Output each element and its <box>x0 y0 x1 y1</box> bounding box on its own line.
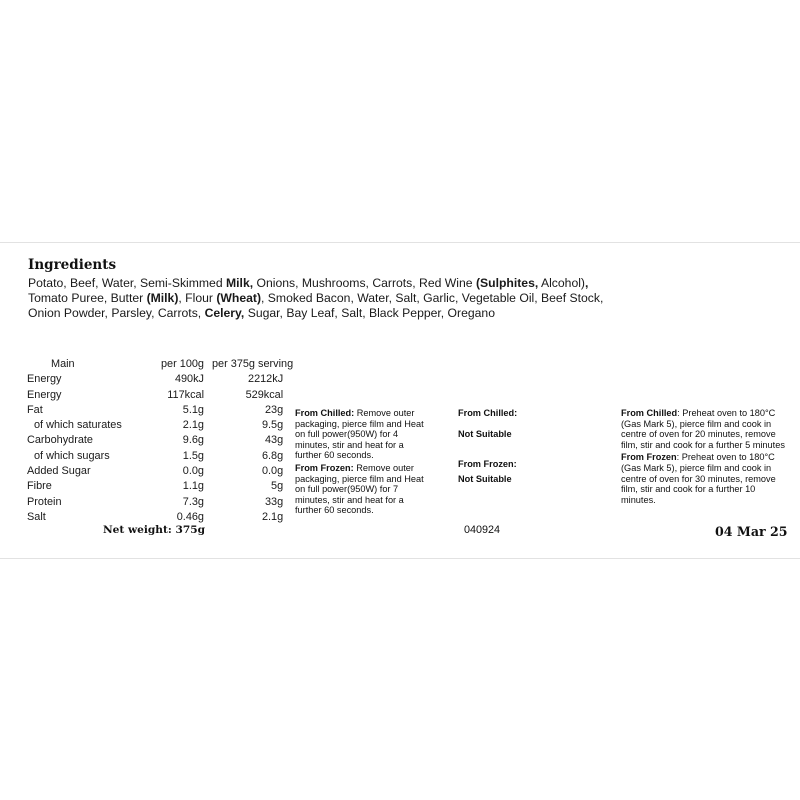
per-100g-value: 5.1g <box>182 403 204 416</box>
per-serving-value: 529kcal <box>245 388 284 401</box>
per-serving-value: 23g <box>264 403 284 416</box>
nutrition-header-serving: per 375g serving <box>212 358 294 370</box>
per-serving-value: 33g <box>264 495 284 508</box>
per-100g-value: 2.1g <box>182 419 204 432</box>
ingredient-text: Alcohol) <box>538 276 585 290</box>
per-100g-value: 7.3g <box>182 495 204 508</box>
per-serving-value: 43g <box>264 434 284 447</box>
per-100g-value: 0.0g <box>182 465 204 478</box>
oven-chilled <box>621 408 786 450</box>
nutrient-label: Energy <box>27 388 62 401</box>
allergen-text: Celery, <box>204 305 245 320</box>
microwave-frozen-label: From Frozen: <box>295 462 354 473</box>
nutrition-row <box>27 388 293 403</box>
ingredients-list <box>28 276 628 320</box>
nutrition-row <box>27 479 293 494</box>
per-serving-value: 2.1g <box>261 510 284 523</box>
microwave-frozen-text: Remove outer packaging, pierce film and Heat on full power(950W) for 7 minutes, stir and heat for a further 60 seconds. <box>295 462 424 516</box>
nutrient-label: Carbohydrate <box>27 434 93 447</box>
nutrient-label: of which sugars <box>34 449 110 462</box>
nutrient-label: Fat <box>27 403 43 416</box>
per-100g-value: 1.1g <box>182 480 204 493</box>
ingredient-text: Potato, Beef, Water, Semi-Skimmed <box>28 276 227 290</box>
nutrient-label: Fibre <box>27 480 52 493</box>
nutrition-row <box>27 449 293 464</box>
microwave-chilled <box>295 408 430 461</box>
oven-instructions <box>621 408 786 507</box>
allergen-text: , <box>585 276 589 290</box>
ingredient-text: , Smoked Bacon, Water, Salt, Garlic, Vegetable Oil, Beef Stock, Onion Powder, Parsley, Carrots, <box>28 290 604 320</box>
net-weight: Net weight: 375g <box>103 524 206 536</box>
batch-code: 040924 <box>464 524 501 536</box>
nutrition-header-per100: per 100g <box>161 358 204 370</box>
per-100g-value: 9.6g <box>182 434 204 447</box>
per-serving-value: 9.5g <box>261 419 284 432</box>
per-100g-value: 0.46g <box>176 510 204 523</box>
ingredient-text: , Flour <box>178 290 217 305</box>
nutrition-row <box>27 418 293 433</box>
per-serving-value: 0.0g <box>261 465 284 478</box>
ingredient-text: Tomato Puree, Butter <box>28 290 147 305</box>
nutrition-row <box>27 372 293 387</box>
microwave-frozen <box>295 463 430 516</box>
allergen-text: Milk, <box>226 276 254 290</box>
nutrition-row <box>27 433 293 448</box>
hob-frozen-status: Not Suitable <box>458 474 512 484</box>
nutrition-row <box>27 464 293 479</box>
hob-frozen-label: From Frozen: <box>458 459 517 469</box>
nutrient-label: of which saturates <box>34 419 122 432</box>
per-serving-value: 5g <box>271 480 284 493</box>
nutrition-header-row <box>27 357 293 372</box>
nutrient-label: Energy <box>27 373 62 386</box>
oven-frozen-text: : Preheat oven to 180°C (Gas Mark 5), pierce film and cook in centre of oven for 30 minutes, remove film, stir and cook for a further 10 minutes. <box>621 452 776 505</box>
ingredients-title: Ingredients <box>28 257 117 273</box>
microwave-instructions <box>295 408 430 518</box>
nutrient-label: Added Sugar <box>27 465 91 478</box>
per-serving-value: 2212kJ <box>248 373 284 386</box>
per-100g-value: 1.5g <box>182 449 204 462</box>
nutrition-row <box>27 403 293 418</box>
oven-frozen-label: From Frozen <box>621 452 677 463</box>
nutrition-header-main: Main <box>51 358 75 370</box>
per-100g-value: 490kJ <box>174 373 204 386</box>
top-divider <box>0 242 800 243</box>
nutrition-rows <box>27 372 293 525</box>
best-before-date: 04 Mar 25 <box>715 524 788 539</box>
nutrient-label: Salt <box>27 510 46 523</box>
ingredients-section <box>28 257 628 320</box>
ingredient-text: Sugar, Bay Leaf, Salt, Black Pepper, Oregano <box>244 305 495 320</box>
ingredient-text: Onions, Mushrooms, Carrots, Red Wine <box>253 276 476 290</box>
nutrition-row <box>27 510 293 525</box>
bottom-divider <box>0 558 800 559</box>
nutrient-label: Protein <box>27 495 62 508</box>
allergen-text: (Milk) <box>146 290 179 305</box>
oven-frozen <box>621 452 786 505</box>
microwave-chilled-label: From Chilled: <box>295 408 355 418</box>
allergen-text: (Wheat) <box>216 290 262 305</box>
nutrition-table <box>27 357 293 525</box>
per-serving-value: 6.8g <box>261 449 284 462</box>
hob-chilled-label: From Chilled: <box>458 408 518 418</box>
per-100g-value: 117kcal <box>167 388 204 401</box>
nutrition-row <box>27 495 293 510</box>
hob-chilled-status: Not Suitable <box>458 429 512 439</box>
oven-chilled-text: : Preheat oven to 180°C (Gas Mark 5), pierce film and cook in centre of oven for 20 minutes, remove film, stir and cook for a further 5 minutes <box>621 408 785 450</box>
allergen-text: (Sulphites, <box>475 276 539 290</box>
oven-chilled-label: From Chilled <box>621 408 678 418</box>
microwave-chilled-text: Remove outer packaging, pierce film and Heat on full power(950W) for 4 minutes, stir and heat for a further 60 seconds. <box>295 408 424 461</box>
